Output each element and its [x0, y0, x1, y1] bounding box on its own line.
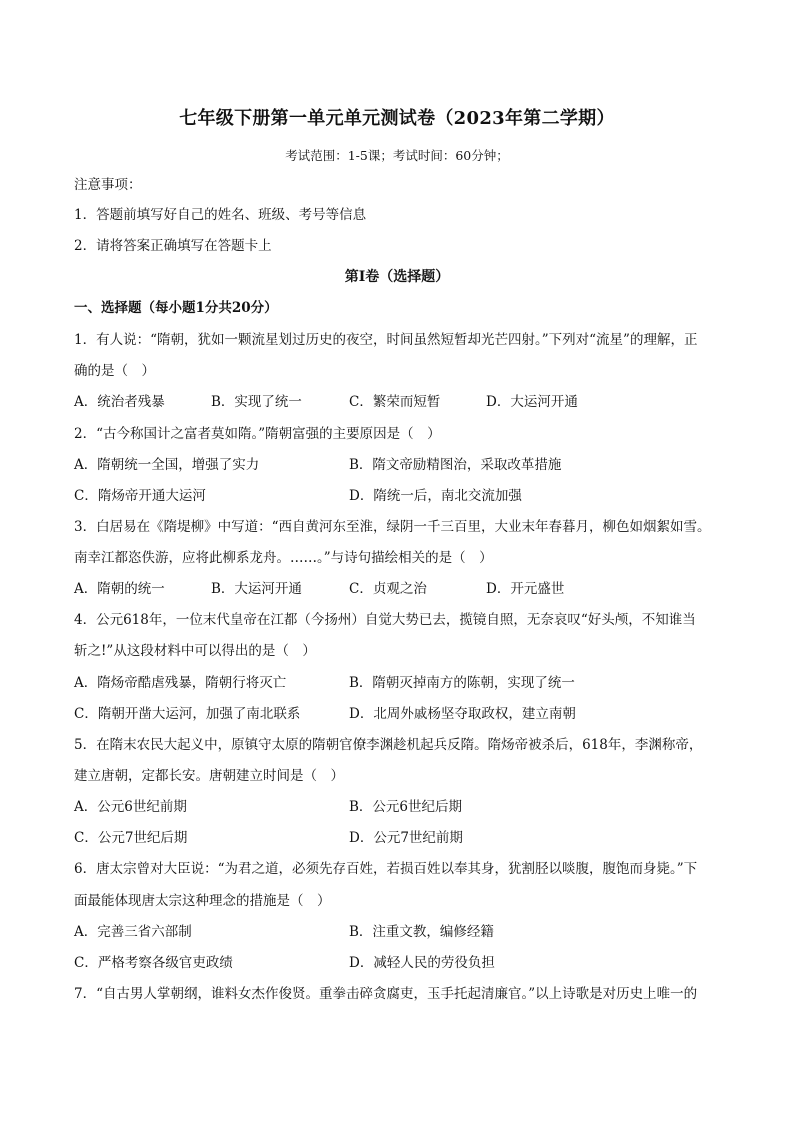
q1-option-b: B．实现了统一	[211, 394, 302, 410]
q5-option-b: B．公元6世纪后期	[349, 799, 463, 815]
q4-option-a: A．隋炀帝酷虐残暴，隋朝行将灭亡	[74, 675, 287, 691]
q2-option-a: A．隋朝统一全国，增强了实力	[74, 457, 260, 473]
question-4-text: 斩之!”从这段材料中可以得出的是（ ）	[74, 643, 316, 659]
question-1-text: 1．有人说：“隋朝，犹如一颗流星划过历史的夜空，时间虽然短暂却光芒四射。”下列对“流星”的理解，正	[74, 332, 698, 348]
q2-option-c: C．隋炀帝开通大运河	[74, 488, 206, 504]
q4-option-b: B．隋朝灭掉南方的陈朝，实现了统一	[349, 675, 575, 691]
q4-option-c: C．隋朝开凿大运河，加强了南北联系	[74, 706, 301, 722]
exam-title: 七年级下册第一单元单元测试卷（2023年第二学期）	[179, 108, 615, 129]
q4-option-d: D．北周外戚杨坚夺取政权，建立南朝	[349, 706, 576, 722]
notice-item: 1．答题前填写好自己的姓名、班级、考号等信息	[74, 207, 367, 223]
notice-item: 2．请将答案正确填写在答题卡上	[74, 238, 272, 254]
q5-option-a: A．公元6世纪前期	[74, 799, 187, 815]
q1-option-d: D．大运河开通	[486, 394, 578, 410]
question-3-text: 3．白居易在《隋堤柳》中写道：“西自黄河东至淮，绿阴一千三百里，大业末年春暮月，柳色如烟絮如雪。	[74, 519, 711, 535]
q6-option-c: C．严格考察各级官吏政绩	[74, 955, 233, 971]
exam-subtitle: 考试范围：1-5课；考试时间：60分钟；	[285, 148, 509, 163]
question-5-text: 建立唐朝，定都长安。唐朝建立时间是（ ）	[74, 768, 344, 784]
q2-option-d: D．隋统一后，南北交流加强	[349, 488, 522, 504]
q3-option-a: A．隋朝的统一	[74, 581, 165, 597]
question-5-text: 5．在隋末农民大起义中，原镇守太原的隋朝官僚李渊趁机起兵反隋。隋炀帝被杀后，618年，李渊称帝，	[74, 737, 703, 753]
question-3-text: 南幸江都恣佚游，应将此柳系龙舟。……。”与诗句描绘相关的是（ ）	[74, 550, 493, 566]
q1-option-c: C．繁荣而短暂	[349, 394, 441, 410]
question-1-text: 确的是（ ）	[74, 363, 155, 379]
q2-option-b: B．隋文帝励精图治，采取改革措施	[349, 457, 562, 473]
q5-option-c: C．公元7世纪后期	[74, 830, 188, 846]
volume-title: 第I卷（选择题）	[344, 269, 450, 285]
q6-option-b: B．注重文教，编修经籍	[349, 924, 494, 940]
q3-option-c: C．贞观之治	[349, 581, 427, 597]
question-6-text: 面最能体现唐太宗这种理念的措施是（ ）	[74, 893, 331, 909]
q1-option-a: A．统治者残暴	[74, 394, 165, 410]
notice-heading: 注意事项：	[74, 177, 142, 193]
q3-option-b: B．大运河开通	[211, 581, 302, 597]
q6-option-a: A．完善三省六部制	[74, 924, 192, 940]
question-6-text: 6．唐太宗曾对大臣说：“为君之道，必须先存百姓，若损百姓以奉其身，犹割胫以啖腹，腹饱而身毙。”下	[74, 861, 698, 877]
question-7-text: 7．“自古男人掌朝纲，谁料女杰作俊贤。重拳击碎贪腐吏，玉手托起清廉官。”以上诗歌是对历史上唯一的	[74, 986, 698, 1002]
question-2-text: 2．“古今称国计之富者莫如隋。”隋朝富强的主要原因是（ ）	[74, 426, 441, 442]
q5-option-d: D．公元7世纪前期	[349, 830, 463, 846]
question-4-text: 4．公元618年，一位末代皇帝在江都（今扬州）自觉大势已去，揽镜自照，无奈哀叹“好头颅，不知谁当	[74, 612, 696, 628]
q3-option-d: D．开元盛世	[486, 581, 565, 597]
section-heading: 一、选择题（每小题1分共20分）	[74, 300, 278, 316]
q6-option-d: D．减轻人民的劳役负担	[349, 955, 495, 971]
